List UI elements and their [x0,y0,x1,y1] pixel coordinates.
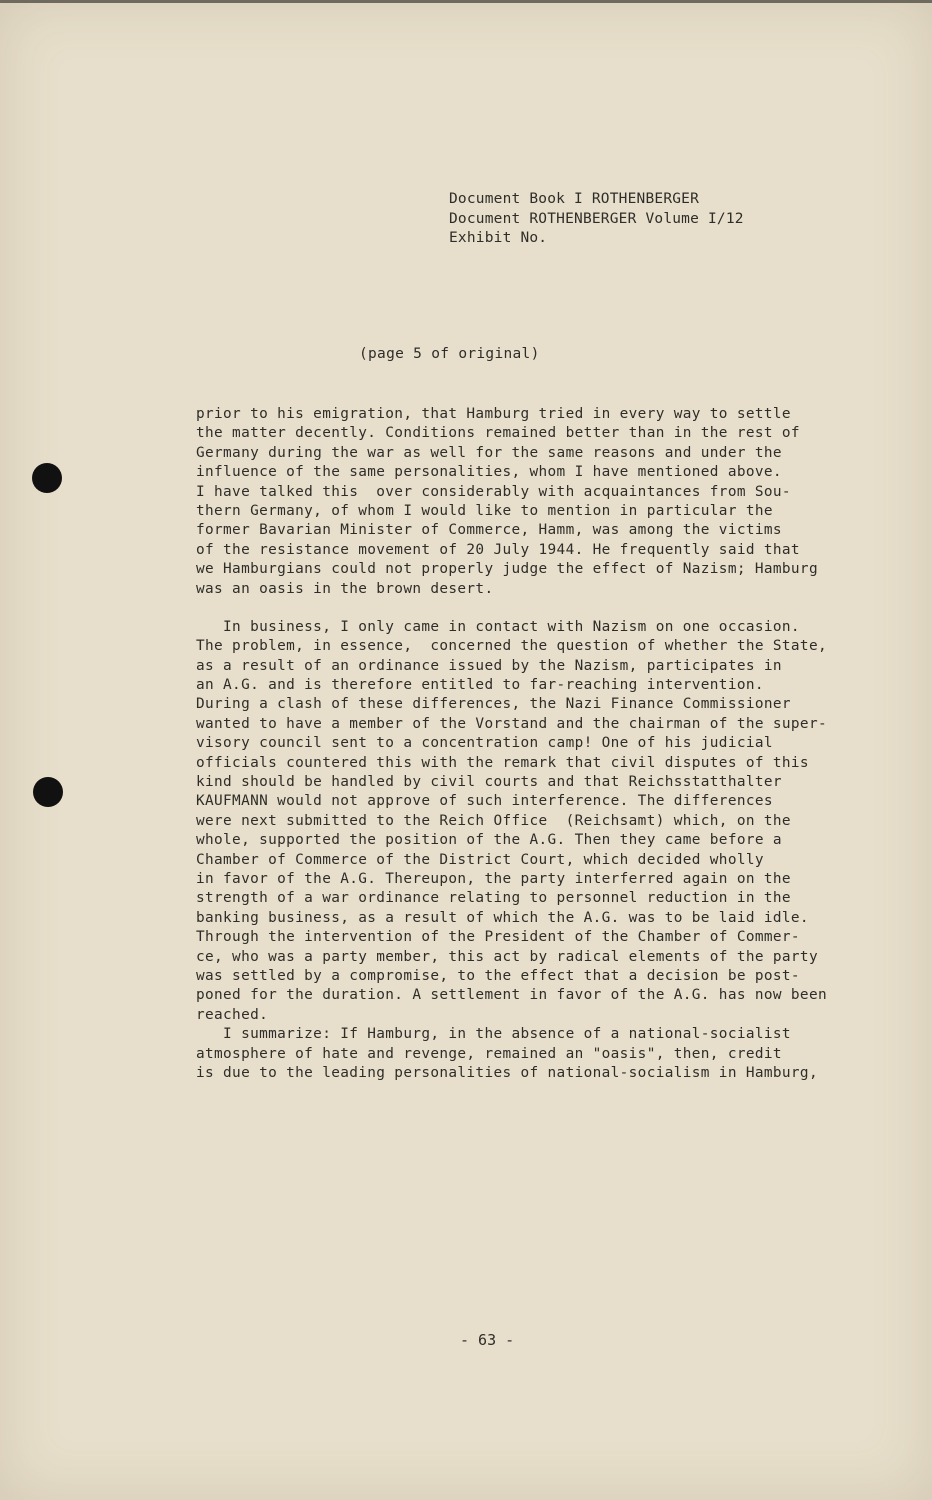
text-line: we Hamburgians could not properly judge the effect of Nazism; Hamburg [196,561,818,578]
page-top-edge [0,0,932,3]
text-line: Chamber of Commerce of the District Court, which decided wholly [196,851,764,868]
text-line: banking business, as a result of which the A.G. was to be laid idle. [196,909,809,926]
text-line: an A.G. and is therefore entitled to far-reaching intervention. [196,677,764,694]
text-line: During a clash of these differences, the Nazi Finance Commissioner [196,696,791,713]
text-line: wanted to have a member of the Vorstand and the chairman of the super- [196,715,827,732]
text-line: were next submitted to the Reich Office (Reichsamt) which, on the [196,812,791,829]
text-line: prior to his emigration, that Hamburg tried in every way to settle [196,406,791,422]
punch-hole-lower [33,777,63,807]
text-line: was an oasis in the brown desert. [196,580,494,597]
text-line: was settled by a compromise, to the effect that a decision be post- [196,967,800,984]
text-line: of the resistance movement of 20 July 1944. He frequently said that [196,541,800,558]
original-page-note: (page 5 of original) [359,346,540,362]
header-document-volume: Document ROTHENBERGER Volume I/12 [449,210,744,227]
text-line: as a result of an ordinance issued by the Nazism, participates in [196,657,782,674]
text-line: ce, who was a party member, this act by radical elements of the party [196,948,818,965]
text-line: The problem, in essence, concerned the question of whether the State, [196,638,827,655]
text-line: influence of the same personalities, whom I have mentioned above. [196,464,782,481]
header-document-book: Document Book I ROTHENBERGER [449,191,700,207]
punch-hole-upper [32,463,62,493]
text-line: in favor of the A.G. Thereupon, the party interferred again on the [196,870,791,887]
text-line: officials countered this with the remark that civil disputes of this [196,754,809,771]
text-line: is due to the leading personalities of national-socialism in Hamburg, [196,1064,818,1081]
text-line: KAUFMANN would not approve of such interference. The differences [196,793,773,810]
text-line: I have talked this over considerably with acquaintances from Sou- [196,483,791,500]
text-line: atmosphere of hate and revenge, remained an "oasis", then, credit [196,1045,782,1062]
text-line: Germany during the war as well for the same reasons and under the [196,444,782,461]
header-exhibit-number: Exhibit No. [449,230,548,246]
text-line: reached. [196,1006,269,1023]
paragraph-2 [196,618,876,1025]
text-line: poned for the duration. A settlement in favor of the A.G. has now been [196,987,827,1004]
text-line: visory council sent to a concentration camp! One of his judicial [196,735,773,752]
document-header [449,190,744,249]
text-line: the matter decently. Conditions remained better than in the rest of [196,425,800,442]
text-line: In business, I only came in contact with Nazism on one occasion. [196,618,800,635]
text-line: Through the intervention of the President of the Chamber of Commer- [196,929,800,946]
text-line: whole, supported the position of the A.G. Then they came before a [196,832,782,849]
page-number: - 63 - [460,1331,515,1349]
text-line: I summarize: If Hamburg, in the absence of a national-socialist [196,1026,791,1043]
text-line: strength of a war ordinance relating to personnel reduction in the [196,890,791,907]
text-line: former Bavarian Minister of Commerce, Hamm, was among the victims [196,522,782,539]
text-line: thern Germany, of whom I would like to mention in particular the [196,502,773,519]
document-body [196,405,876,1083]
paragraph-3 [196,1025,876,1083]
text-line: kind should be handled by civil courts and that Reichsstatthalter [196,774,782,791]
paragraph-1 [196,405,876,599]
